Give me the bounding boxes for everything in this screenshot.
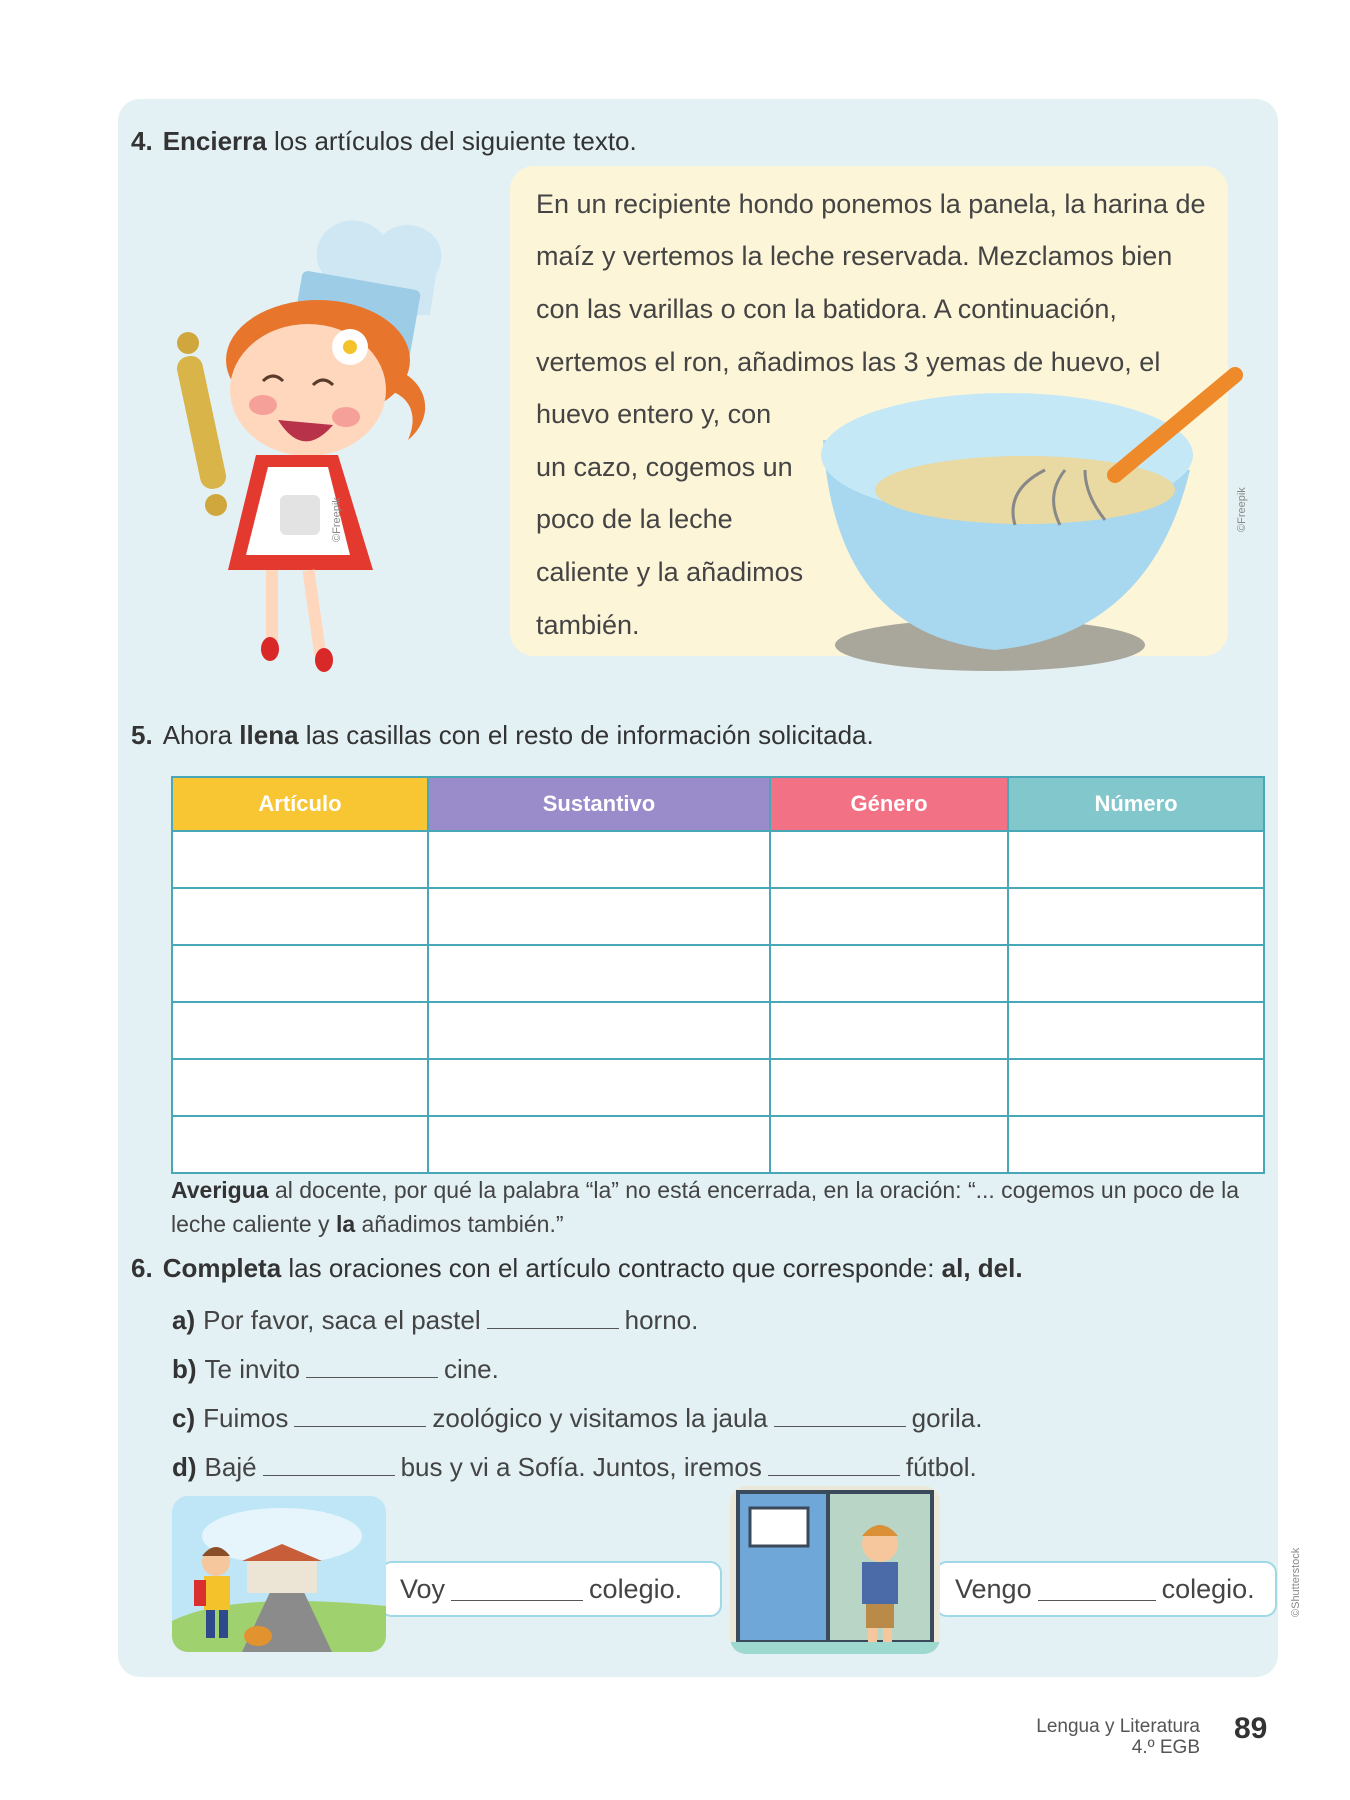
table-cell[interactable] <box>172 1116 428 1173</box>
table-cell[interactable] <box>172 1059 428 1116</box>
fill-in-blank[interactable] <box>1038 1578 1156 1601</box>
image-credit: ©Freepik <box>1236 487 1248 532</box>
question-4-heading <box>131 126 637 157</box>
table-row <box>172 831 1264 888</box>
subject-name: Lengua y Literatura <box>1036 1716 1200 1737</box>
table-cell[interactable] <box>770 1002 1008 1059</box>
page-number: 89 <box>1234 1712 1268 1745</box>
table-cell[interactable] <box>1008 1059 1264 1116</box>
note-text: añadimos también.” <box>355 1211 564 1237</box>
table-cell[interactable] <box>428 1116 770 1173</box>
fill-in-blank[interactable] <box>294 1404 426 1427</box>
table-cell[interactable] <box>770 945 1008 1002</box>
table-cell[interactable] <box>428 1059 770 1116</box>
chef-girl-illustration <box>168 205 468 685</box>
table-cell[interactable] <box>1008 888 1264 945</box>
footer-subject <box>1036 1716 1200 1758</box>
sentence-text: Te invito <box>204 1354 300 1384</box>
sentence-text: cine. <box>443 1354 499 1384</box>
text-line: vertemos el ron, añadimos las 3 yemas de huevo, el <box>536 347 1161 377</box>
grade-level: 4.º EGB <box>1131 1737 1200 1758</box>
table-cell[interactable] <box>428 1002 770 1059</box>
table-cell[interactable] <box>1008 1116 1264 1173</box>
table-cell[interactable] <box>770 1059 1008 1116</box>
card-text: Voy <box>400 1573 446 1604</box>
sentence-label: b) <box>172 1354 197 1384</box>
question-number: 5. <box>131 720 153 750</box>
fill-in-blank[interactable] <box>306 1355 438 1378</box>
sentence-label: c) <box>172 1403 196 1433</box>
sentence-text: bus y vi a Sofía. Juntos, iremos <box>400 1452 762 1482</box>
school-illustration <box>172 1496 386 1652</box>
table-cell[interactable] <box>172 1002 428 1059</box>
rolling-pin-icon <box>175 332 228 516</box>
question-5-heading <box>131 720 874 751</box>
text-line: con las varillas o con la batidora. A continuación, <box>536 294 1117 324</box>
text-line: maíz y vertemos la leche reservada. Mezclamos bien <box>536 241 1173 271</box>
instruction-text: las casillas con el resto de información solicitada. <box>298 720 874 750</box>
note-bold-word: la <box>335 1211 356 1237</box>
table-row <box>172 1059 1264 1116</box>
sentence-text: horno. <box>624 1305 699 1335</box>
header-numero: Número <box>1008 777 1264 831</box>
mixing-bowl-illustration <box>815 360 1255 680</box>
table-cell[interactable] <box>428 945 770 1002</box>
note-verb: Averigua <box>171 1177 269 1203</box>
instruction-text: los artículos del siguiente texto. <box>266 126 637 156</box>
articles-table <box>171 776 1265 1174</box>
sentence-c <box>172 1403 982 1434</box>
sentence-text: Bajé <box>204 1452 257 1482</box>
table-cell[interactable] <box>172 888 428 945</box>
table-cell[interactable] <box>1008 831 1264 888</box>
sentence-text: Por favor, saca el pastel <box>203 1305 481 1335</box>
vengo-card <box>935 1561 1277 1617</box>
table-cell[interactable] <box>770 1116 1008 1173</box>
sentence-label: d) <box>172 1452 197 1482</box>
averigua-note <box>171 1173 1271 1241</box>
text-line: también. <box>536 610 640 640</box>
header-genero: Género <box>770 777 1008 831</box>
header-articulo: Artículo <box>172 777 428 831</box>
text-line: huevo entero y, con <box>536 399 772 429</box>
fill-in-blank[interactable] <box>451 1578 583 1601</box>
sentence-text: fútbol. <box>905 1452 977 1482</box>
fill-in-blank[interactable] <box>774 1404 906 1427</box>
instruction-text: las oraciones con el artículo contracto que corresponde: <box>281 1253 942 1283</box>
fill-in-blank[interactable] <box>487 1306 619 1329</box>
table-cell[interactable] <box>428 831 770 888</box>
note-text: al docente, por qué la palabra “la” no está encerrada, en la oración: “... cogemos un poco de la leche caliente y <box>171 1177 1240 1237</box>
text-line: poco de la leche <box>536 504 733 534</box>
fill-in-blank[interactable] <box>768 1453 900 1476</box>
instruction-verb: Encierra <box>162 126 267 156</box>
table-cell[interactable] <box>1008 945 1264 1002</box>
table-row <box>172 1002 1264 1059</box>
sentence-b <box>172 1354 499 1385</box>
table-row <box>172 945 1264 1002</box>
sentence-text: zoológico y visitamos la jaula <box>432 1403 768 1433</box>
table-row <box>172 1116 1264 1173</box>
table-cell[interactable] <box>172 945 428 1002</box>
table-cell[interactable] <box>428 888 770 945</box>
door-illustration <box>730 1486 940 1654</box>
table-cell[interactable] <box>770 831 1008 888</box>
question-number: 4. <box>131 126 153 156</box>
table-cell[interactable] <box>1008 1002 1264 1059</box>
text-line: un cazo, cogemos un <box>536 452 793 482</box>
image-credit: ©Shutterstock <box>1290 1547 1302 1617</box>
table-cell[interactable] <box>770 888 1008 945</box>
question-6-heading <box>131 1253 1023 1284</box>
text-line: En un recipiente hondo ponemos la panela, la harina de <box>536 189 1206 219</box>
instruction-text: Ahora <box>162 720 240 750</box>
sentence-a <box>172 1305 698 1336</box>
card-text: Vengo <box>955 1573 1032 1604</box>
sentence-text: gorila. <box>911 1403 983 1433</box>
card-text: colegio. <box>589 1573 683 1604</box>
instruction-verb: llena <box>239 720 299 750</box>
card-text: colegio. <box>1161 1573 1255 1604</box>
sentence-text: Fuimos <box>203 1403 289 1433</box>
table-header-row <box>172 777 1264 831</box>
image-credit: ©Freepik <box>331 497 343 542</box>
voy-card <box>380 1561 722 1617</box>
sentence-label: a) <box>172 1305 196 1335</box>
answer-options: al, del. <box>941 1253 1023 1283</box>
table-row <box>172 888 1264 945</box>
header-sustantivo: Sustantivo <box>428 777 770 831</box>
question-number: 6. <box>131 1253 153 1283</box>
instruction-verb: Completa <box>162 1253 282 1283</box>
sentence-d <box>172 1452 977 1483</box>
text-line: caliente y la añadimos <box>536 557 804 587</box>
fill-in-blank[interactable] <box>263 1453 395 1476</box>
table-cell[interactable] <box>172 831 428 888</box>
